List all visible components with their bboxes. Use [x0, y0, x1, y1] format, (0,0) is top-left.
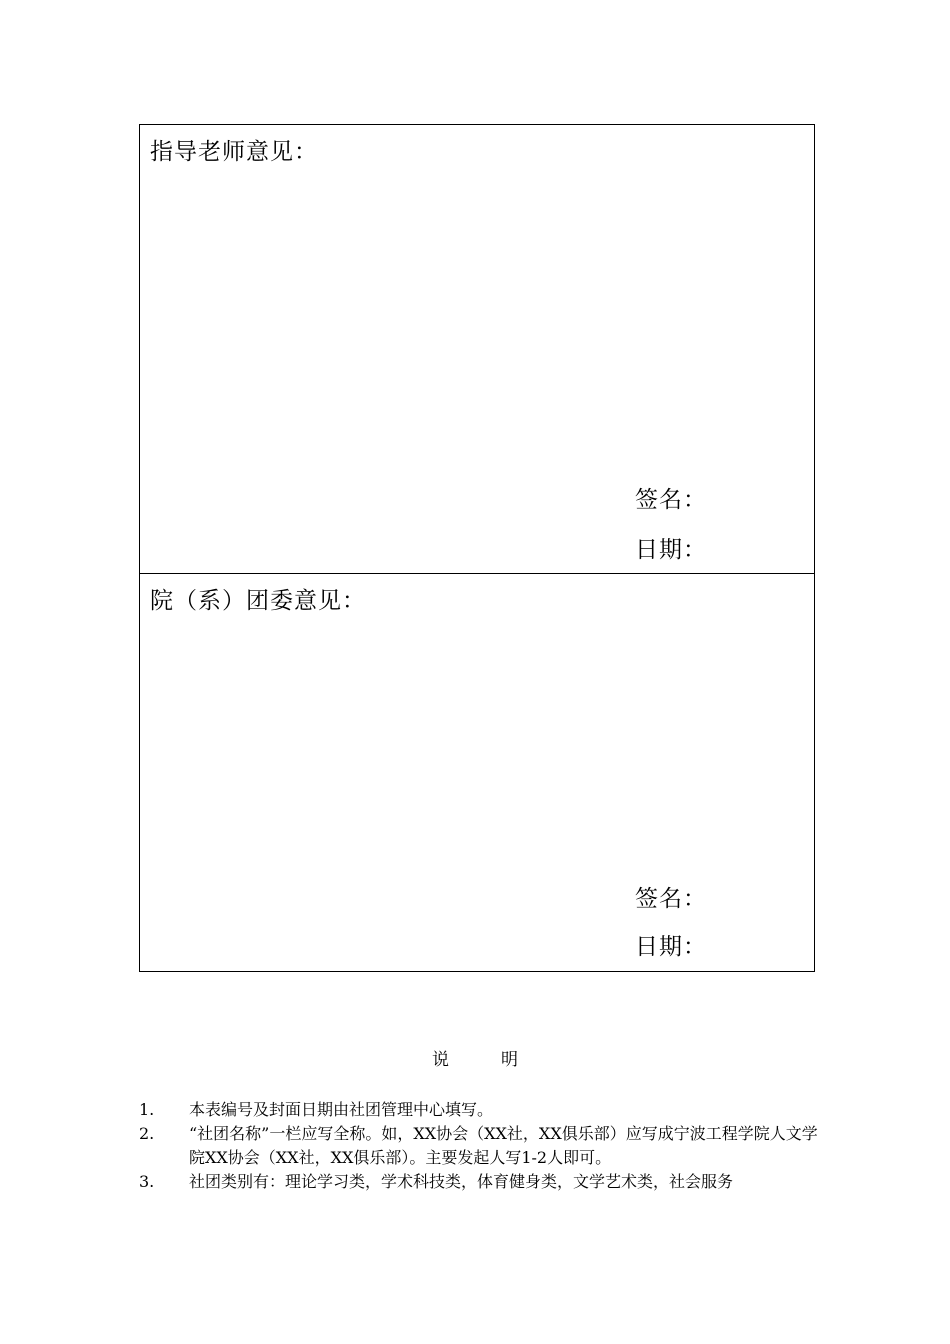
notes-heading — [0, 1048, 950, 1072]
note-number: 1. — [139, 1100, 155, 1119]
college-league-opinion-section — [140, 574, 814, 971]
note-item — [139, 1098, 819, 1122]
notes-heading-right: 明 — [501, 1050, 518, 1070]
advisor-date-label: 日期： — [635, 537, 707, 563]
note-item — [139, 1170, 819, 1194]
note-text: 本表编号及封面日期由社团管理中心填写。 — [189, 1100, 494, 1119]
college-signature-label: 签名： — [635, 886, 707, 912]
notes-list — [139, 1098, 819, 1194]
advisor-signature-label: 签名： — [635, 487, 707, 513]
advisor-opinion-title: 指导老师意见： — [150, 139, 318, 165]
college-date-label: 日期： — [635, 934, 707, 960]
advisor-opinion-section — [140, 125, 814, 574]
note-number: 2. — [139, 1124, 155, 1143]
note-item — [139, 1122, 819, 1170]
note-number: 3. — [139, 1172, 155, 1191]
notes-heading-left: 说 — [432, 1050, 449, 1070]
college-league-opinion-title: 院（系）团委意见： — [150, 588, 366, 614]
note-text: “社团名称”一栏应写全称。如，XX协会（XX社，XX俱乐部）应写成宁波工程学院人文学院XX协会（XX社，XX俱乐部）。主要发起人写1-2人即可。 — [189, 1124, 818, 1167]
opinion-form-table — [139, 124, 815, 972]
note-text: 社团类别有：理论学习类，学术科技类，体育健身类，文学艺术类，社会服务 — [189, 1172, 734, 1191]
